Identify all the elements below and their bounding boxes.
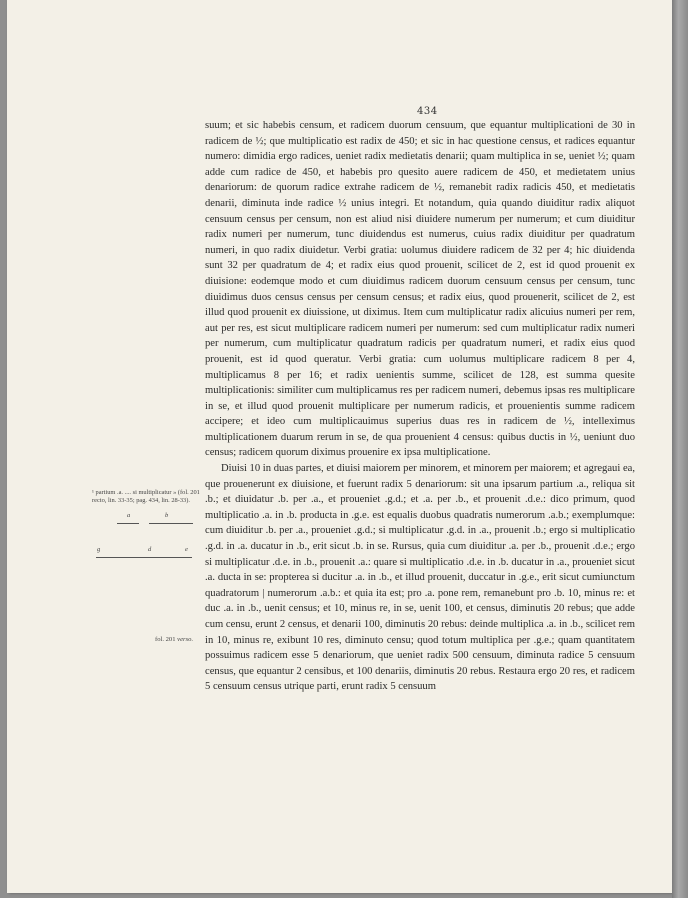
segment-ge [96,557,192,558]
segment-a [117,523,139,524]
label-e: e [185,546,188,553]
main-text [205,118,635,695]
book-page [7,0,672,893]
segment-b [149,523,193,524]
folio-note: fol. 201 verso. [155,636,194,643]
margin-note: ¹ partium .a. .... si multiplicatur » (fol. 201 recto, lin. 33-35; pag. 434, lin. 28-33). [92,489,200,505]
paragraph-2: Diuisi 10 in duas partes, et diuisi maiorem per minorem, et minorem per maiorem; et agregaui ea, que prouenerunt ex diuisione, et fuerunt radix 5 denariorum: sit una ipsarum partium .a., reliqua sit .b.; et diuidatur .b. per .a., et proueniet .g.d.; et .a. per .b., et prouenit .d.e.: dico primum, quod multiplicatio .a. in .b. producta in .g.e. est equalis duobus quadratis numerorum .a.b.; exemplumque: cum diuiditur .b. per .a., proueniet .g.d.; si multiplicatur .g.d. in .a., prouenit .b.; ergo si multiplicatio .g.d. in .a. ducatur in .b., erit sicut .b. in se. Rursus, quia cum diuiditur .a. per .b., prouenit .d.e.; ergo si multiplicatur .d.e. in .b., prouenit .a.: quare si multiplicatio .d.e. in .b. ducatur in .a., proueniet sicut .a. ducta in se: propterea si ducitur .a. in .b., et illud prouenit, duccatur in .g.e., erit sicut cumiunctum quadratorum | numerorum .a.b.: et quia ita est; pro .a. pone rem, remanebunt pro .b. 10, minus re: et duc .a. in .b., uenit census; et 10, minus re, in se, uenit 100, et census, diminutis 20 rebus; que adde cum censu, erunt 2 census, et denarii 100, diminutis 20 rebus: deinde multiplica .a. in .b., scilicet rem in 10, minus re, exibunt 10 res, diminuto censu; quod totum multiplica per .g.e.; quam quantitatem possuimus radicem esse 5 denariorum, que ueniet radix 500 censuum, diminuta radice 5 censuum census, que equantur 2 censibus, et 100 denariis, diminutis 20 rebus. Restaura ergo 20 res, et radicem 5 censuum census utrique parti, erunt radix 5 censuum [205,463,635,693]
paragraph-1: suum; et sic habebis censum, et radicem duorum censuum, que equantur multiplicationi de 30 in radicem de ½; que multiplicatio est radix de 450; et sic in hac questione census, et radices equantur numero: dimidia ergo radices, ueniet radix medietatis denarii; quam multiplica in se, ueniet ½; quam adde cum radice de 450, et habebis pro quesito auere radicem de 450, et medietatem unius denariorum: de quorum radice extrahe radicem de ½, remanebit radix radicis 450, et medietatis denarii, diminuta inde radice ½ unius integri. Et notandum, quia quando diuiditur radix aliquot censuum census per censum, non est aliud nisi diuidere numerum per numerum; et cum diuiditur radix numeri per numerum, tunc diuidendus est numerus, cuius radix diuiditur per quadratum numeri, in quo radix diuidetur. Verbi gratia: uolumus diuidere radicem de 32 per 4; hic diuidenda sunt 32 per quadratum de 4; et radix eius quod prouenit, scilicet de 2, est id quod prouenit ex diuisione: eodemque modo et cum diuidimus radicem duorum censuum census per censum, tunc diuidimus duos census census per censum census; et radix eius, quod prouenerit, scilicet de 2, est illud quod prouenit ex diuissione, ut diximus. Item cum multiplicatur radix alicuius numeri per rem, aut per res, est sicut multiplicare radicem numeri per numerum: sed cum multiplicatur radix numeri per numerum, cum multiplicatur quadratum radicis per quadratum numeri, et radix eius quod prouenit, est id quod queratur. Verbi gratia: cum uolumus multiplicare radicem 8 per 4, multiplicamus 8 per 16; et radix uenientis summe, scilicet de 128, est summa quesite multiplicationis: similiter cum multiplicamus res per radicem numeri, debemus ipsas res multiplicare in se, et illud quod prouenit multiplicare per numerum radicis, et prouenientis summe radicem accipere; et ideo cum multiplicauimus superius duas res in radicem de ½, intelleximus multiplicationem duarum rerum in se, de qua prouenient 4 census: quibus ductis in ½, ueniunt duo census; radicem quorum diximus prouenire ex ipsa multiplicatione. [205,120,635,459]
label-b: b [165,512,169,519]
label-d: d [148,546,152,553]
label-a: a [127,512,131,519]
page-number: 434 [417,106,438,117]
label-g: g [97,546,101,553]
page-edge [672,0,688,898]
